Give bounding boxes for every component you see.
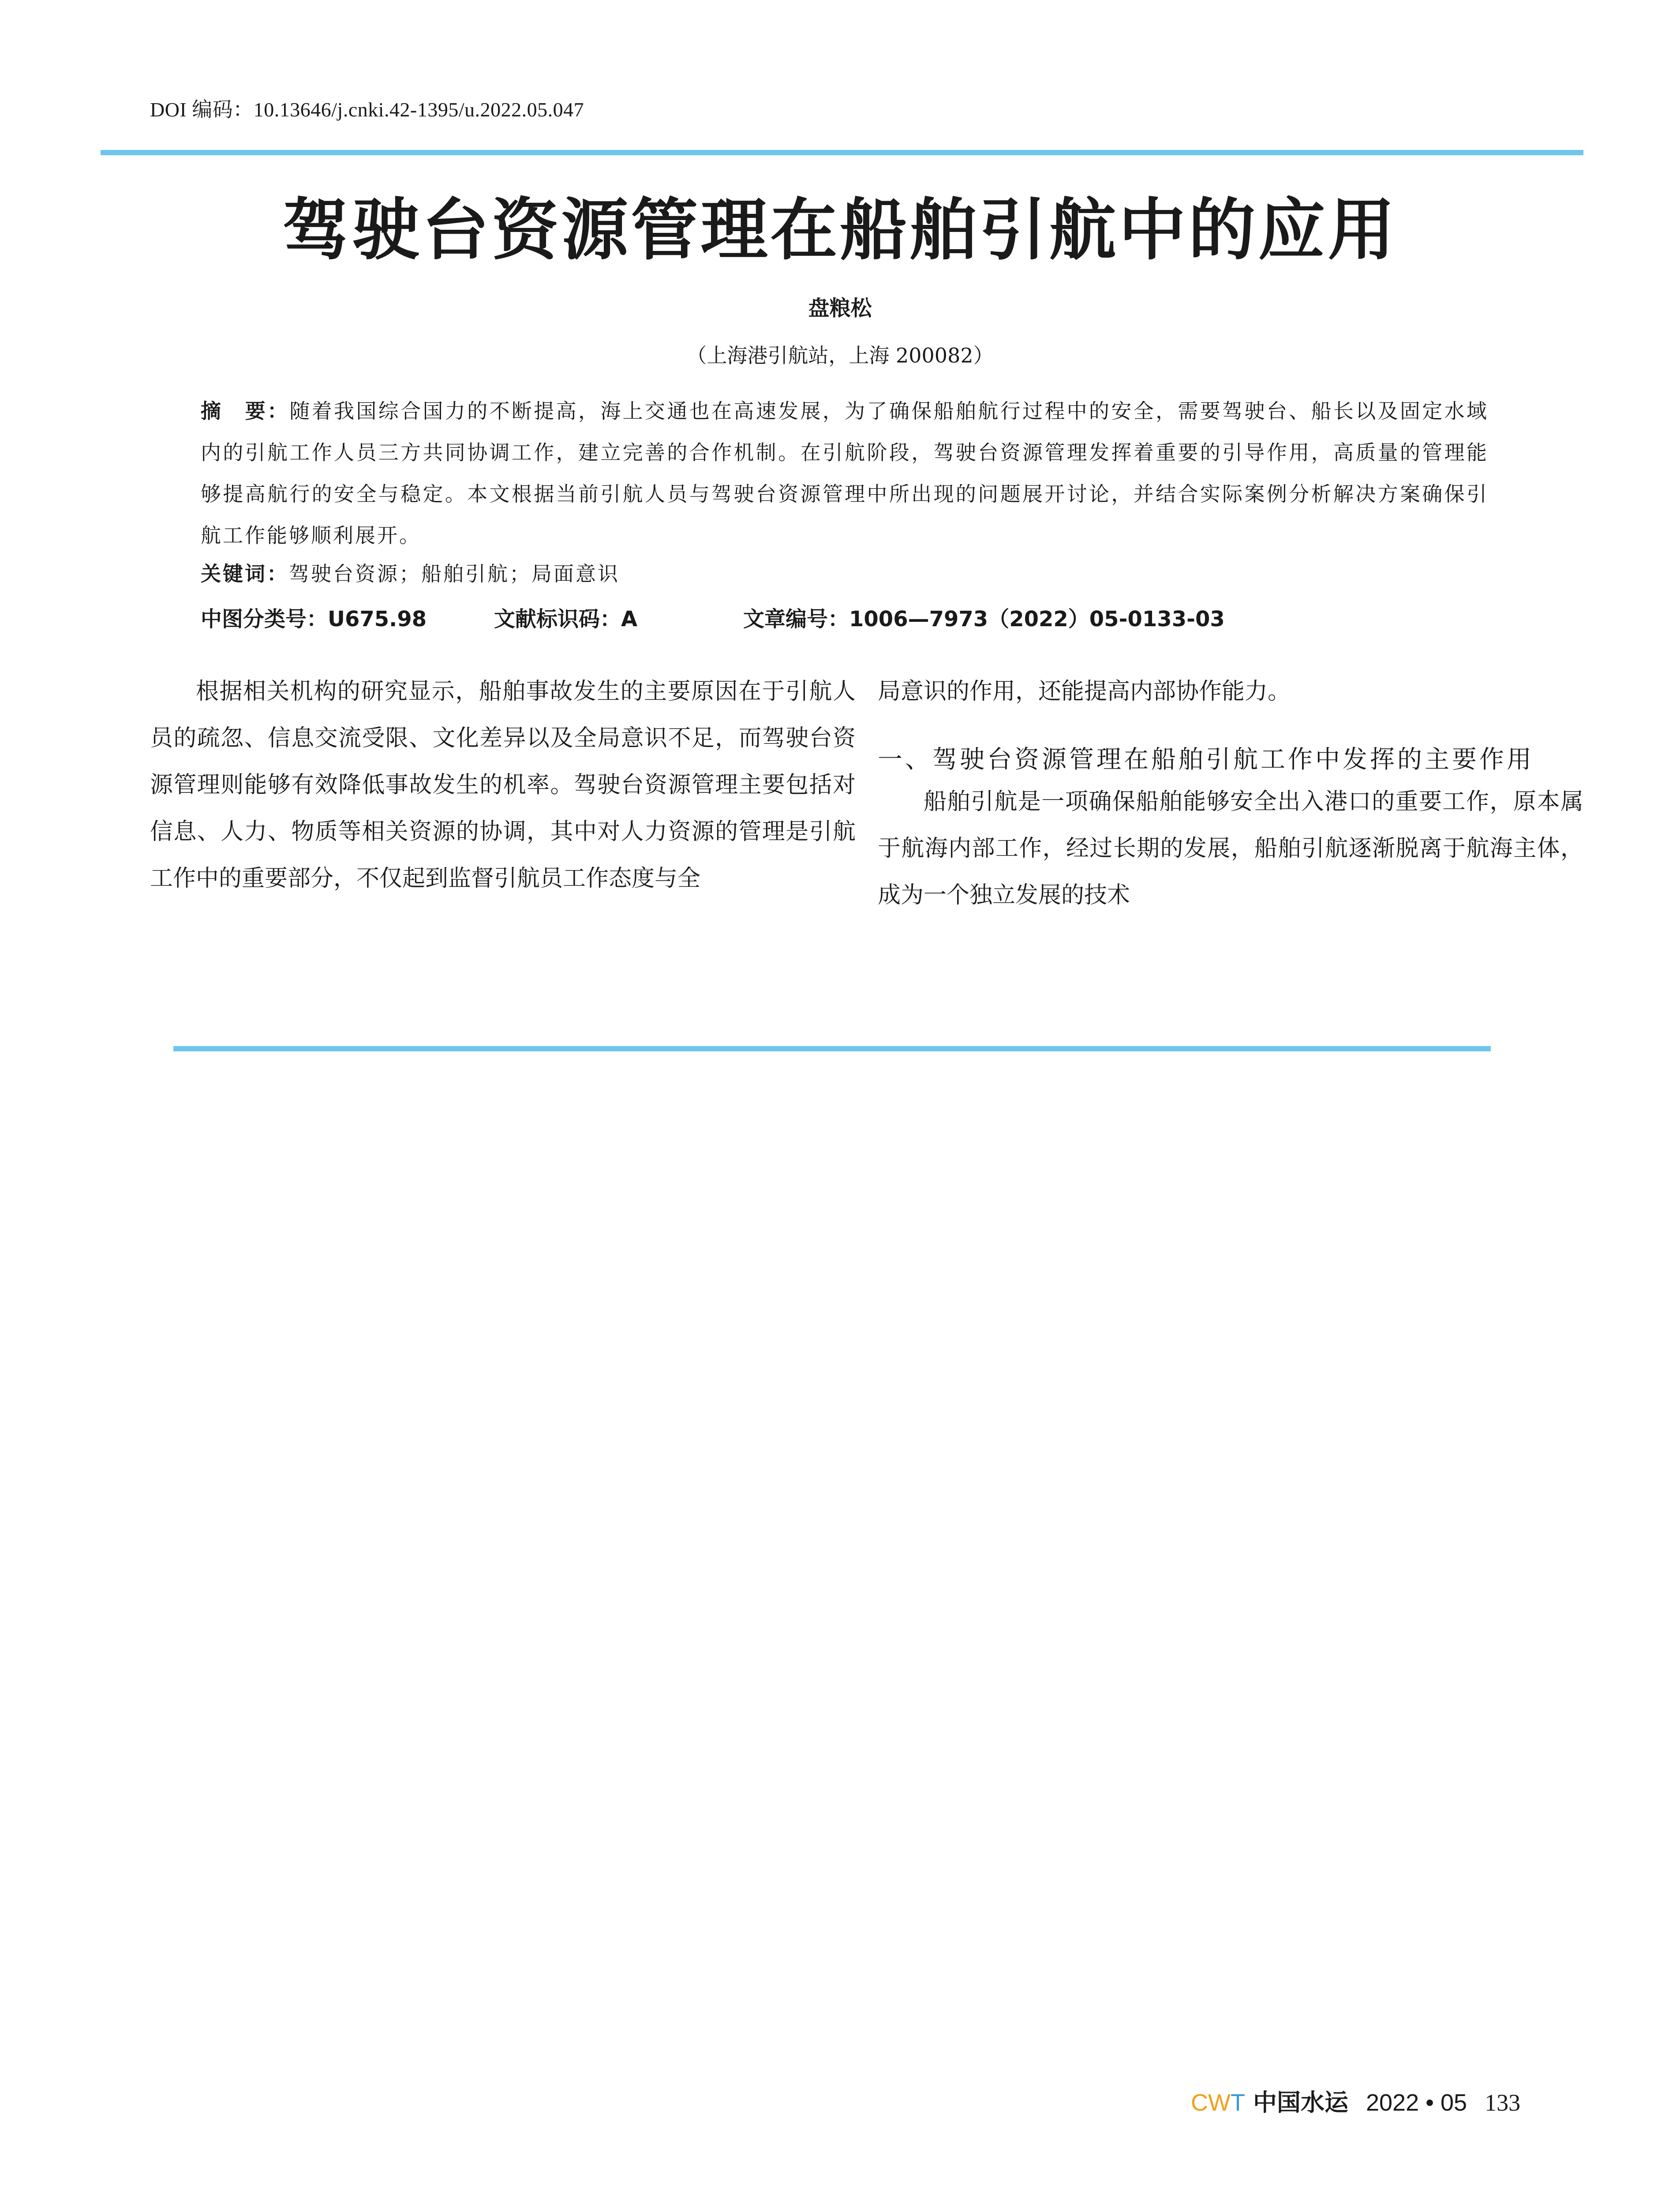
author-name: 盘粮松 bbox=[808, 296, 872, 321]
clc-number: 中图分类号：U675.98 bbox=[201, 607, 427, 632]
top-divider bbox=[101, 150, 1583, 155]
document-code: 文献标识码：A bbox=[494, 607, 638, 632]
issue-number: 2022 • 05 bbox=[1366, 2089, 1467, 2116]
journal-logo-t: T bbox=[1230, 2089, 1245, 2116]
body-paragraph: 根据相关机构的研究显示，船舶事故发生的主要原因在于引航人员的疏忽、信息交流受限、文化差异以及全局意识不足，而驾驶台资源管理则能够有效降低事故发生的机率。驾驶台资源管理主要包括对信息、人力、物质等相关资源的协调，其中对人力资源的管理是引航工作中的重要部分，不仅起到监督引航员工作态度与全 bbox=[150, 678, 856, 892]
abstract-text: 随着我国综合国力的不断提高，海上交通也在高速发展，为了确保船舶航行过程中的安全，需要驾驶台、船长以及固定水域内的引航工作人员三方共同协调工作，建立完善的合作机制。在引航阶段，驾驶台资源管理发挥着重要的引导作用，高质量的管理能够提高航行的安全与稳定。本文根据当前引航人员与驾驶台资源管理中所出现的问题展开讨论，并结合实际案例分析解决方案确保引航工作能够顺利展开。 bbox=[201, 399, 1489, 547]
page-number: 133 bbox=[1485, 2089, 1521, 2116]
page-footer bbox=[1191, 2084, 1520, 2118]
keywords-label: 关键词： bbox=[201, 562, 289, 586]
body-paragraph-continued: 局意识的作用，还能提高内部协作能力。 bbox=[878, 678, 1291, 705]
author-affiliation: （上海港引航站，上海 200082） bbox=[686, 344, 994, 367]
keywords bbox=[201, 558, 1489, 587]
journal-logo-cw: CW bbox=[1191, 2089, 1231, 2116]
bottom-divider bbox=[173, 1046, 1491, 1051]
body-paragraph: 船舶引航是一项确保船舶能够安全出入港口的重要工作，原本属于航海内部工作，经过长期的发展，船舶引航逐渐脱离于航海主体，成为一个独立发展的技术 bbox=[878, 789, 1583, 908]
section-heading: 一、驾驶台资源管理在船舶引航工作中发挥的主要作用 bbox=[878, 745, 1534, 774]
article-number: 文章编号：1006—7973（2022）05-0133-03 bbox=[743, 607, 1225, 632]
abstract bbox=[201, 390, 1489, 556]
body-column-left bbox=[150, 668, 856, 902]
doi-line: DOI 编码：10.13646/j.cnki.42-1395/u.2022.05.047 bbox=[150, 98, 584, 121]
journal-name: 中国水运 bbox=[1253, 2088, 1348, 2116]
article-title: 驾驶台资源管理在船舶引航中的应用 bbox=[282, 190, 1398, 269]
abstract-label: 摘 要： bbox=[201, 399, 290, 423]
keywords-text: 驾驶台资源；船舶引航；局面意识 bbox=[289, 562, 620, 586]
body-column-right bbox=[878, 668, 1583, 919]
